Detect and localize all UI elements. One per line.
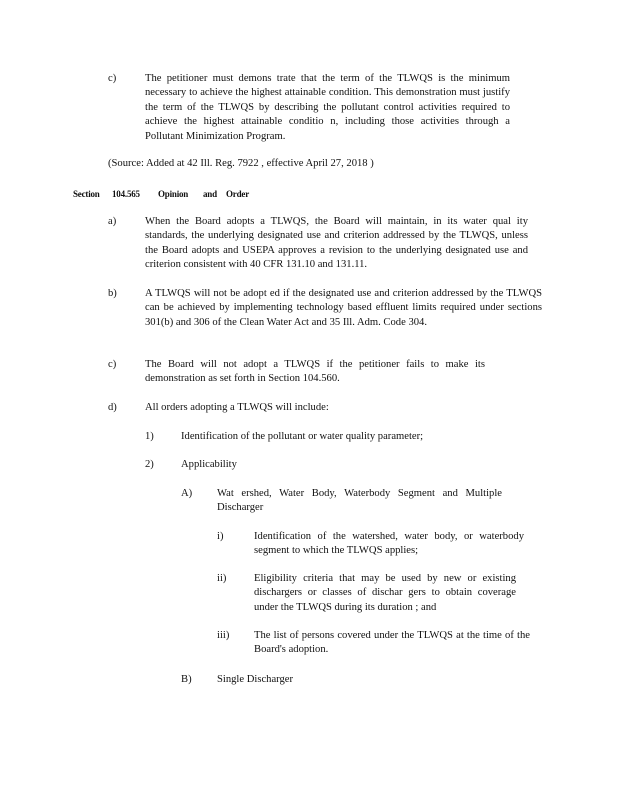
item-b-label: b) [108, 288, 117, 299]
source-note: (Source: Added at 42 Ill. Reg. 7922 , effective April 27, 2018 ) [108, 158, 374, 169]
item-d2A-label: A) [181, 488, 193, 499]
item-c-top-text: The petitioner must demons trate that the term of the TLWQS is the minimum necessary to achieve the highest attainable condition. This demonstration must justify the term of the TLWQS by describing the pollutant control activities required to achieve the highest attainable conditio n, including those activities through a Pollutant Minimization Program. [145, 73, 510, 142]
item-a-text: When the Board adopts a TLWQS, the Board will maintain, in its water qual ity standards, the underlying designated use and criterion addressed by the TLWQS, unless the Board adopts and USEPA approves a revision to the underlying designated use and criterion consistent with 40 CFR 131.10 and 131.11. [145, 216, 528, 271]
section-title-order: Order [226, 189, 249, 199]
item-c-top-label: c) [108, 73, 117, 84]
item-c-text: The Board will not adopt a TLWQS if the petitioner fails to make its demonstration as set forth in Section 104.560. [145, 359, 485, 385]
item-d1-text: Identification of the pollutant or water quality parameter; [181, 431, 424, 442]
item-d2Aii-text: Eligibility criteria that may be used by new or existing dischargers or classes of dischar gers to obtain coverage under the TLWQS during its duration ; and [254, 573, 516, 613]
section-number: 104.565 [112, 189, 140, 199]
section-title-opinion: Opinion [158, 189, 189, 199]
item-d2B-text: Single Discharger [217, 674, 294, 685]
item-d2-text: Applicability [181, 459, 237, 470]
item-d-label: d) [108, 402, 117, 413]
item-d-text: All orders adopting a TLWQS will include: [145, 402, 329, 413]
item-d2Aiii-label: iii) [217, 630, 230, 641]
item-d2Aii-label: ii) [217, 573, 227, 584]
item-d2B-label: B) [181, 674, 192, 685]
item-b-text: A TLWQS will not be adopt ed if the designated use and criterion addressed by the TLWQS can be achieved by implementing technology based effluent limits required under sections 301(b) and 306 of the Clean Water Act and 35 Ill. Adm. Code 304. [145, 288, 542, 328]
item-d2Ai-text: Identification of the watershed, water body, or waterbody segment to which the TLWQS applies; [254, 531, 524, 557]
section-prefix: Section [73, 189, 100, 199]
item-d1-label: 1) [145, 431, 154, 442]
item-d2Ai-label: i) [217, 531, 224, 542]
item-c-label: c) [108, 359, 117, 370]
item-d2A-text: Wat ershed, Water Body, Waterbody Segment and Multiple Discharger [217, 488, 502, 514]
item-a-label: a) [108, 216, 117, 227]
section-title-and: and [203, 189, 217, 199]
item-d2Aiii-text: The list of persons covered under the TLWQS at the time of the Board's adoption. [254, 630, 530, 656]
item-d2-label: 2) [145, 459, 154, 470]
